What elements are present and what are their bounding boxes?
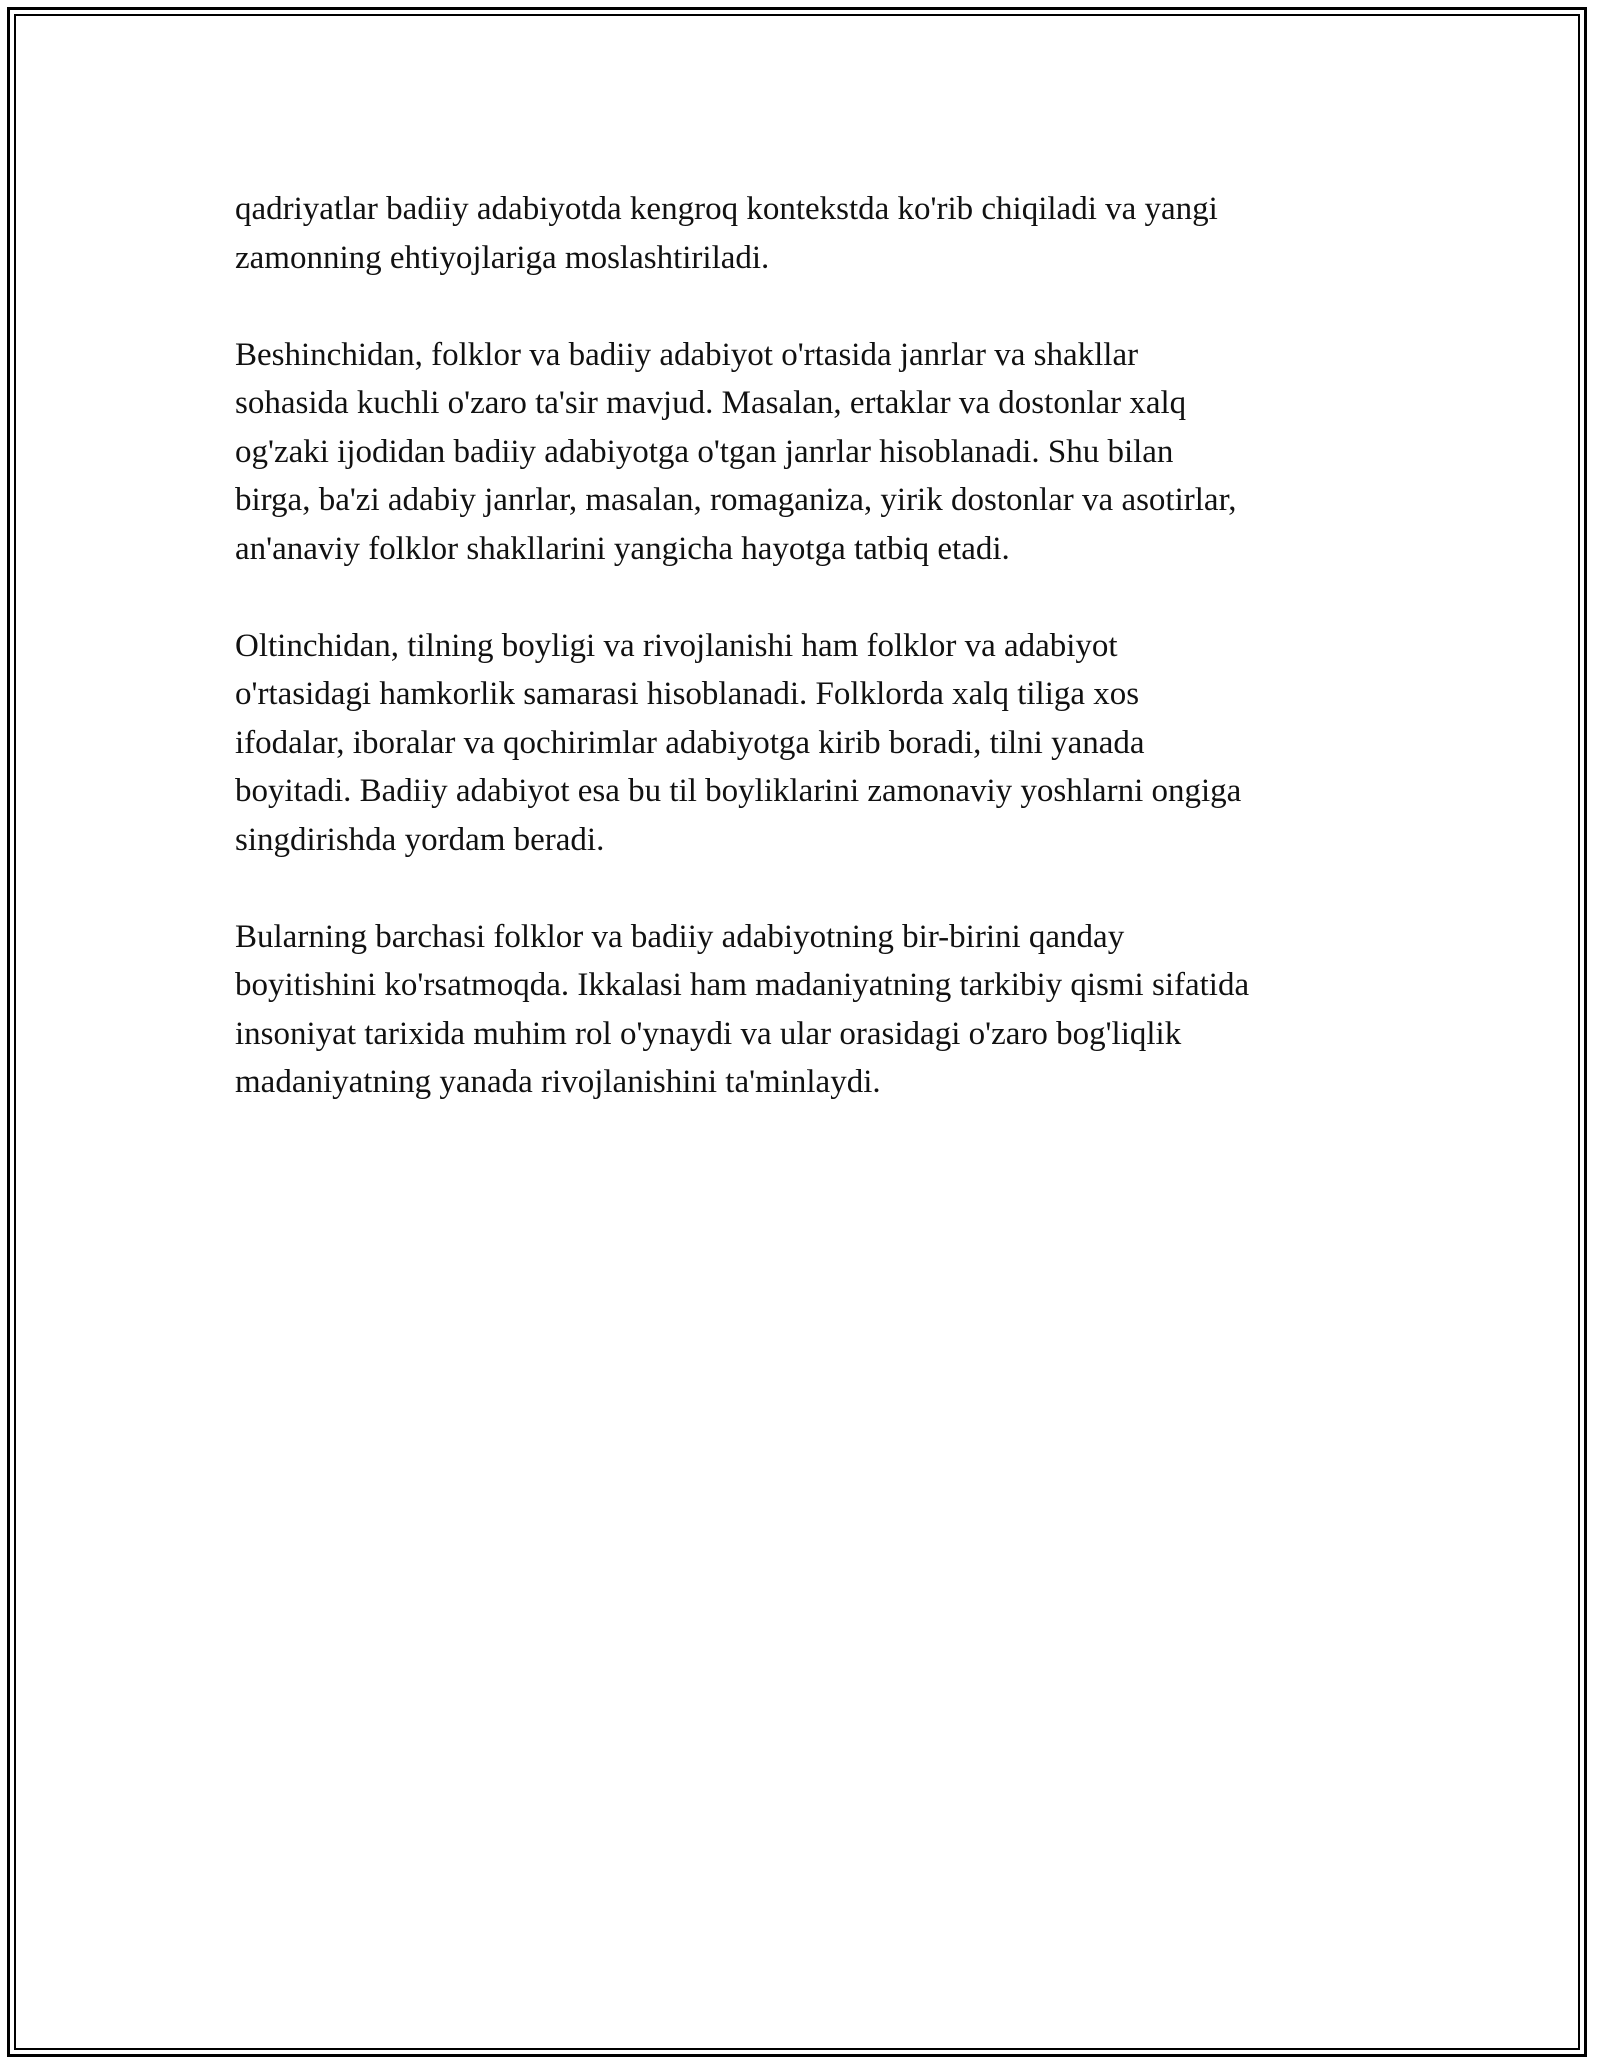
- text-line: an'anaviy folklor shakllarini yangicha hayotga tatbiq etadi.: [235, 530, 1010, 567]
- text-line: ifodalar, iboralar va qochirimlar adabiyotga kirib boradi, tilni yanada: [235, 724, 1145, 761]
- text-line: qadriyatlar badiiy adabiyotda kengroq kontekstda ko'rib chiqiladi va yangi: [235, 191, 1218, 227]
- text-line: og'zaki ijodidan badiiy adabiyotga o'tgan janrlar hisoblanadi. Shu bilan: [235, 433, 1174, 470]
- paragraph-1: [235, 185, 1375, 282]
- paragraph-3: [235, 622, 1375, 865]
- text-line: singdirishda yordam beradi.: [235, 821, 605, 858]
- text-line: Bularning barchasi folklor va badiiy adabiyotning bir-birini qanday: [235, 918, 1125, 955]
- document-body: [235, 185, 1375, 1155]
- text-line: sohasida kuchli o'zaro ta'sir mavjud. Masalan, ertaklar va dostonlar xalq: [235, 385, 1187, 421]
- text-line: o'rtasidagi hamkorlik samarasi hisoblanadi. Folklorda xalq tiliga xos: [235, 676, 1140, 712]
- text-line: Oltinchidan, tilning boyligi va rivojlanishi ham folklor va adabiyot: [235, 627, 1118, 664]
- text-line: zamonning ehtiyojlariga moslashtiriladi.: [235, 239, 770, 276]
- paragraph-2: [235, 331, 1375, 574]
- text-line: insoniyat tarixida muhim rol o'ynaydi va ular orasidagi o'zaro bog'liqlik: [235, 1015, 1182, 1052]
- text-line: Beshinchidan, folklor va badiiy adabiyot o'rtasida janrlar va shakllar: [235, 336, 1139, 373]
- text-line: birga, ba'zi adabiy janrlar, masalan, romaganiza, yirik dostonlar va asotirlar,: [235, 482, 1237, 518]
- paragraph-4: [235, 913, 1375, 1107]
- text-line: madaniyatning yanada rivojlanishini ta'minlaydi.: [235, 1064, 881, 1100]
- text-line: boyitishini ko'rsatmoqda. Ikkalasi ham madaniyatning tarkibiy qismi sifatida: [235, 967, 1250, 1003]
- text-line: boyitadi. Badiiy adabiyot esa bu til boyliklarini zamonaviy yoshlarni ongiga: [235, 773, 1242, 809]
